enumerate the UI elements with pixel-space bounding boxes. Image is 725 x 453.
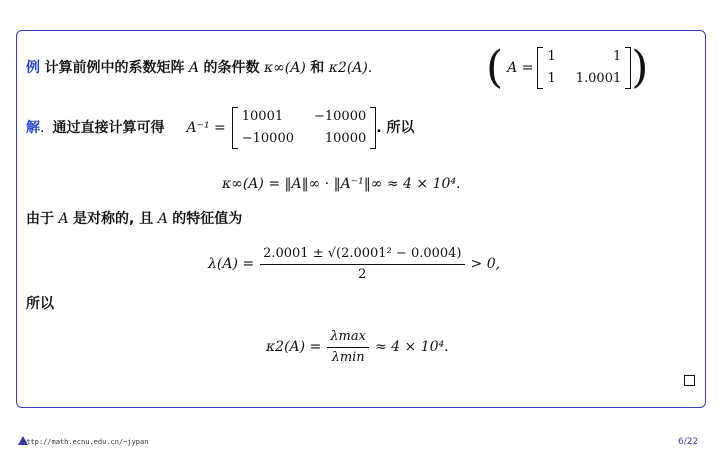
example-and: 和 bbox=[310, 60, 325, 76]
example-line bbox=[26, 59, 372, 77]
inverse-cell: −10000 bbox=[314, 109, 367, 124]
example-text: 计算前例中的系数矩阵 bbox=[44, 60, 185, 76]
eigenvalue-equation bbox=[208, 244, 500, 284]
matrix-symbol: A bbox=[58, 211, 69, 227]
kappa2-lhs: κ2(A) = bbox=[266, 339, 322, 355]
matrix-symbol: A bbox=[157, 211, 168, 227]
matrix-A-eq: A = bbox=[507, 60, 534, 76]
kappa-2: κ2(A). bbox=[328, 60, 373, 76]
qed-square bbox=[684, 375, 695, 386]
eigenvalue-denominator: 2 bbox=[358, 266, 367, 282]
lambda-max: λmax bbox=[327, 328, 369, 348]
solution-label: 解 bbox=[26, 120, 40, 136]
matrix-A bbox=[537, 47, 631, 89]
eigenvalue-rhs: > 0, bbox=[470, 256, 501, 272]
eigenvalue-lhs: λ(A) = bbox=[208, 256, 255, 272]
inverse-cell: 10000 bbox=[324, 131, 367, 146]
eigenvalue-numerator: 2.0001 ± √(2.0001² − 0.0004) bbox=[260, 245, 464, 265]
matrix-A-cell: 1 bbox=[547, 71, 556, 86]
so-text: 所以 bbox=[26, 296, 54, 312]
eigenvalue-fraction bbox=[260, 245, 464, 284]
page-number: 6/22 bbox=[678, 437, 699, 447]
footer-url[interactable]: http://math.ecnu.edu.cn/~jypan bbox=[22, 438, 149, 446]
symmetric-text-1: 由于 bbox=[26, 211, 54, 227]
condition-number-2-equation bbox=[266, 327, 449, 367]
inverse-cell: 10001 bbox=[241, 109, 284, 124]
kappa2-rhs: ≈ 4 × 10⁴. bbox=[374, 339, 449, 355]
symmetric-text-3: 的特征值为 bbox=[172, 211, 243, 227]
lambda-min: λmin bbox=[331, 349, 365, 365]
matrix-symbol: A bbox=[188, 60, 200, 76]
inverse-eq: A⁻¹ = bbox=[186, 120, 226, 136]
matrix-A-cell: 1 bbox=[612, 49, 622, 64]
condition-number-inf-equation: κ∞(A) = ‖A‖∞ · ‖A⁻¹‖∞ ≈ 4 × 10⁴. bbox=[222, 176, 461, 192]
example-mid: 的条件数 bbox=[203, 60, 260, 76]
example-label: 例 bbox=[26, 60, 40, 76]
inverse-cell: −10000 bbox=[241, 131, 294, 146]
solution-tail: . 所以 bbox=[376, 120, 415, 136]
kappa2-fraction bbox=[327, 328, 369, 367]
matrix-A-cell: 1 bbox=[547, 49, 556, 64]
solution-line: 解 . 通过直接计算可得 A⁻¹ = 10001 −10000 −10000 10000 . 所以 bbox=[26, 103, 414, 153]
matrix-A-inverse bbox=[232, 107, 377, 149]
solution-text: 通过直接计算可得 bbox=[52, 120, 165, 136]
kappa-inf: κ∞(A) bbox=[263, 60, 306, 76]
symmetric-line bbox=[26, 210, 242, 228]
matrix-A-cell: 1.0001 bbox=[575, 71, 622, 86]
symmetric-text-2: 是对称的, 且 bbox=[73, 211, 154, 227]
matrix-A-definition: ( A = 1 1 1 1.0001 ) bbox=[486, 42, 649, 93]
